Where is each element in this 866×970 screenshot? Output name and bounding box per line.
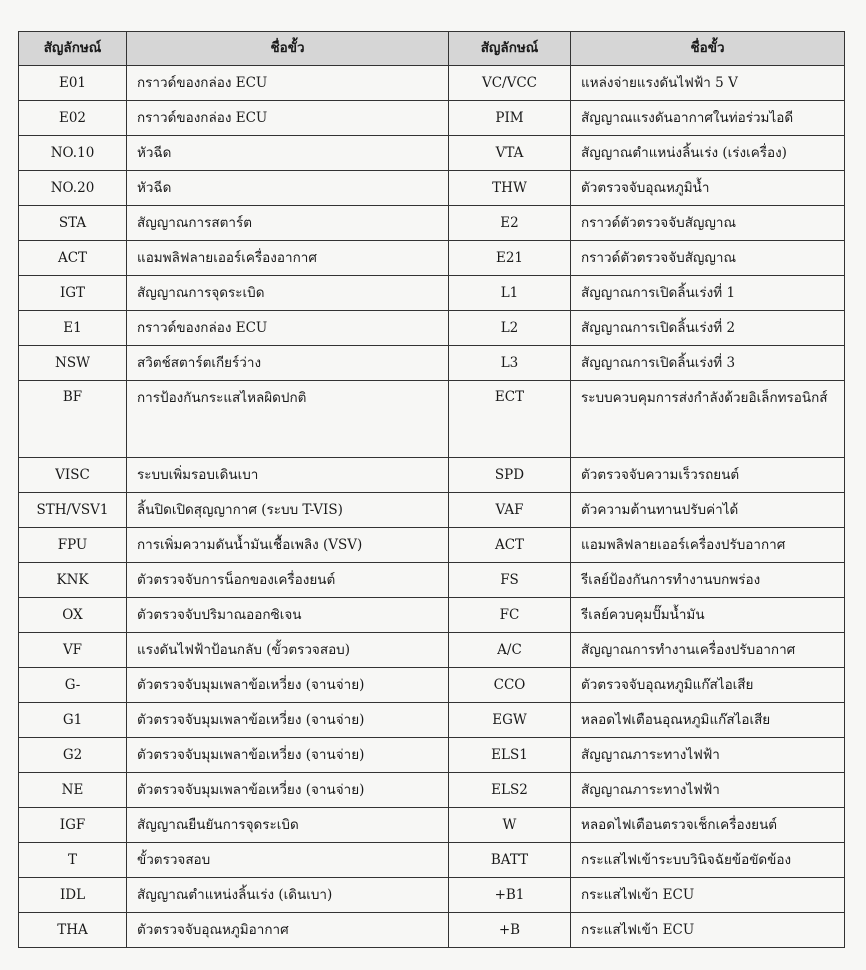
terminal-name-cell: สวิตช์สตาร์ตเกียร์ว่าง: [127, 346, 449, 381]
table-row: [19, 843, 845, 878]
table-row: [19, 668, 845, 703]
terminal-name-cell: ตัวตรวจจับปริมาณออกซิเจน: [127, 598, 449, 633]
symbol-cell: VTA: [449, 136, 571, 171]
terminal-name-cell: แหล่งจ่ายแรงดันไฟฟ้า 5 V: [571, 66, 845, 101]
terminal-name-cell: ตัวตรวจจับมุมเพลาข้อเหวี่ยง (จานจ่าย): [127, 703, 449, 738]
table-row: [19, 458, 845, 493]
table-row: [19, 276, 845, 311]
terminal-name-cell: ตัวตรวจจับการน็อกของเครื่องยนต์: [127, 563, 449, 598]
terminal-name-cell: หัวฉีด: [127, 136, 449, 171]
terminal-name-cell: ระบบควบคุมการส่งกำลังด้วยอิเล็กทรอนิกส์: [571, 381, 845, 458]
symbol-cell: E2: [449, 206, 571, 241]
terminal-name-cell: ตัวตรวจจับอุณหภูมิน้ำ: [571, 171, 845, 206]
symbol-cell: VAF: [449, 493, 571, 528]
symbol-cell: G-: [19, 668, 127, 703]
terminal-name-cell: ระบบเพิ่มรอบเดินเบา: [127, 458, 449, 493]
symbol-cell: PIM: [449, 101, 571, 136]
terminal-name-cell: กราวด์ของกล่อง ECU: [127, 101, 449, 136]
symbol-cell: IDL: [19, 878, 127, 913]
symbol-cell: L2: [449, 311, 571, 346]
table-row: [19, 528, 845, 563]
symbol-cell: IGT: [19, 276, 127, 311]
symbol-cell: EGW: [449, 703, 571, 738]
symbol-cell: +B1: [449, 878, 571, 913]
symbol-cell: OX: [19, 598, 127, 633]
header-terminal-name: ชื่อขั้ว: [127, 32, 449, 66]
symbol-cell: ACT: [19, 241, 127, 276]
table-row: [19, 241, 845, 276]
table-body: [19, 66, 845, 948]
symbol-cell: ACT: [449, 528, 571, 563]
terminal-name-cell: กระแสไฟเข้า ECU: [571, 878, 845, 913]
symbol-cell: +B: [449, 913, 571, 948]
terminal-name-cell: ตัวตรวจจับอุณหภูมิแก๊สไอเสีย: [571, 668, 845, 703]
symbol-cell: NO.20: [19, 171, 127, 206]
terminal-name-cell: ตัวตรวจจับมุมเพลาข้อเหวี่ยง (จานจ่าย): [127, 773, 449, 808]
table-row: [19, 878, 845, 913]
terminal-name-cell: รีเลย์ควบคุมปั๊มน้ำมัน: [571, 598, 845, 633]
ecu-terminal-table: [18, 31, 845, 948]
symbol-cell: L3: [449, 346, 571, 381]
table-row: [19, 101, 845, 136]
header-symbol: สัญลักษณ์: [449, 32, 571, 66]
terminal-name-cell: สัญญาณภาระทางไฟฟ้า: [571, 738, 845, 773]
symbol-cell: SPD: [449, 458, 571, 493]
header-terminal-name: ชื่อขั้ว: [571, 32, 845, 66]
terminal-name-cell: สัญญาณการเปิดลิ้นเร่งที่ 1: [571, 276, 845, 311]
table-row: [19, 171, 845, 206]
terminal-name-cell: สัญญาณการเปิดลิ้นเร่งที่ 3: [571, 346, 845, 381]
terminal-name-cell: ขั้วตรวจสอบ: [127, 843, 449, 878]
symbol-cell: VISC: [19, 458, 127, 493]
table-row: [19, 773, 845, 808]
terminal-name-cell: สัญญาณตำแหน่งลิ้นเร่ง (เดินเบา): [127, 878, 449, 913]
terminal-name-cell: สัญญาณภาระทางไฟฟ้า: [571, 773, 845, 808]
terminal-name-cell: ตัวตรวจจับมุมเพลาข้อเหวี่ยง (จานจ่าย): [127, 668, 449, 703]
symbol-cell: CCO: [449, 668, 571, 703]
symbol-cell: G2: [19, 738, 127, 773]
table-row: [19, 703, 845, 738]
symbol-cell: W: [449, 808, 571, 843]
symbol-cell: THA: [19, 913, 127, 948]
symbol-cell: T: [19, 843, 127, 878]
symbol-cell: VF: [19, 633, 127, 668]
table-row: [19, 738, 845, 773]
table-row: [19, 136, 845, 171]
terminal-name-cell: ตัวความต้านทานปรับค่าได้: [571, 493, 845, 528]
terminal-name-cell: สัญญาณตำแหน่งลิ้นเร่ง (เร่งเครื่อง): [571, 136, 845, 171]
table-row: [19, 633, 845, 668]
symbol-cell: BF: [19, 381, 127, 458]
table-row: [19, 381, 845, 458]
symbol-cell: ELS1: [449, 738, 571, 773]
terminal-name-cell: หัวฉีด: [127, 171, 449, 206]
terminal-name-cell: แอมพลิฟลายเออร์เครื่องปรับอากาศ: [571, 528, 845, 563]
symbol-cell: FC: [449, 598, 571, 633]
terminal-name-cell: สัญญาณแรงดันอากาศในท่อร่วมไอดี: [571, 101, 845, 136]
symbol-cell: FS: [449, 563, 571, 598]
terminal-name-cell: กราวด์ตัวตรวจจับสัญญาณ: [571, 241, 845, 276]
terminal-name-cell: แอมพลิฟลายเออร์เครื่องอากาศ: [127, 241, 449, 276]
symbol-cell: STH/VSV1: [19, 493, 127, 528]
terminal-name-cell: กราวด์ของกล่อง ECU: [127, 311, 449, 346]
terminal-name-cell: กระแสไฟเข้าระบบวินิจฉัยข้อขัดข้อง: [571, 843, 845, 878]
terminal-name-cell: การป้องกันกระแสไหลผิดปกติ: [127, 381, 449, 458]
table-row: [19, 808, 845, 843]
table-row: [19, 913, 845, 948]
terminal-name-cell: แรงดันไฟฟ้าป้อนกลับ (ขั้วตรวจสอบ): [127, 633, 449, 668]
symbol-cell: KNK: [19, 563, 127, 598]
terminal-name-cell: ตัวตรวจจับความเร็วรถยนต์: [571, 458, 845, 493]
symbol-cell: ECT: [449, 381, 571, 458]
symbol-cell: E1: [19, 311, 127, 346]
table-row: [19, 493, 845, 528]
table-row: [19, 563, 845, 598]
terminal-name-cell: สัญญาณการเปิดลิ้นเร่งที่ 2: [571, 311, 845, 346]
symbol-cell: G1: [19, 703, 127, 738]
terminal-name-cell: กราวด์ของกล่อง ECU: [127, 66, 449, 101]
symbol-cell: FPU: [19, 528, 127, 563]
terminal-name-cell: สัญญาณการทำงานเครื่องปรับอากาศ: [571, 633, 845, 668]
symbol-cell: NO.10: [19, 136, 127, 171]
terminal-name-cell: หลอดไฟเตือนอุณหภูมิแก๊สไอเสีย: [571, 703, 845, 738]
symbol-cell: E21: [449, 241, 571, 276]
terminal-name-cell: การเพิ่มความดันน้ำมันเชื้อเพลิง (VSV): [127, 528, 449, 563]
symbol-cell: STA: [19, 206, 127, 241]
terminal-name-cell: รีเลย์ป้องกันการทำงานบกพร่อง: [571, 563, 845, 598]
table-row: [19, 346, 845, 381]
table-row: [19, 206, 845, 241]
symbol-cell: E02: [19, 101, 127, 136]
table-row: [19, 66, 845, 101]
terminal-name-cell: สัญญาณการจุดระเบิด: [127, 276, 449, 311]
symbol-cell: A/C: [449, 633, 571, 668]
symbol-cell: ELS2: [449, 773, 571, 808]
terminal-name-cell: สัญญาณการสตาร์ต: [127, 206, 449, 241]
symbol-cell: NE: [19, 773, 127, 808]
symbol-cell: E01: [19, 66, 127, 101]
symbol-cell: IGF: [19, 808, 127, 843]
terminal-name-cell: ตัวตรวจจับมุมเพลาข้อเหวี่ยง (จานจ่าย): [127, 738, 449, 773]
table-row: [19, 311, 845, 346]
symbol-cell: BATT: [449, 843, 571, 878]
symbol-cell: L1: [449, 276, 571, 311]
terminal-name-cell: สัญญาณยืนยันการจุดระเบิด: [127, 808, 449, 843]
terminal-name-cell: ตัวตรวจจับอุณหภูมิอากาศ: [127, 913, 449, 948]
symbol-cell: VC/VCC: [449, 66, 571, 101]
symbol-cell: THW: [449, 171, 571, 206]
header-symbol: สัญลักษณ์: [19, 32, 127, 66]
terminal-name-cell: กระแสไฟเข้า ECU: [571, 913, 845, 948]
table-row: [19, 598, 845, 633]
symbol-cell: NSW: [19, 346, 127, 381]
table-header-row: [19, 32, 845, 66]
terminal-name-cell: ลิ้นปิดเปิดสุญญากาศ (ระบบ T-VIS): [127, 493, 449, 528]
terminal-name-cell: หลอดไฟเตือนตรวจเช็กเครื่องยนต์: [571, 808, 845, 843]
terminal-name-cell: กราวด์ตัวตรวจจับสัญญาณ: [571, 206, 845, 241]
